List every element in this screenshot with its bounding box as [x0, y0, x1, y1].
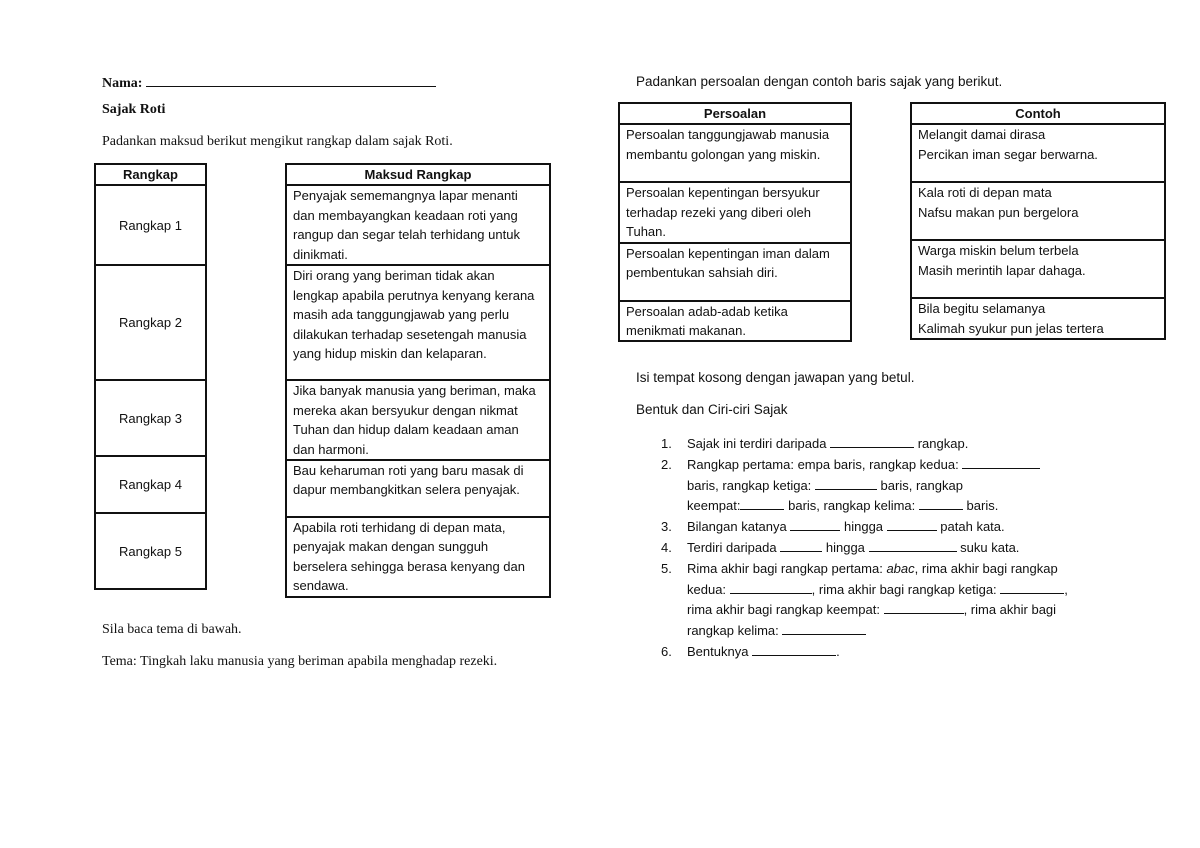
answer-blank[interactable]	[780, 538, 822, 552]
maksud-cell: Penyajak sememangnya lapar menanti dan membayangkan keadaan roti yang rangup dan segar telah terhidang untuk dinikmati.	[286, 185, 550, 265]
answer-blank[interactable]	[962, 455, 1040, 469]
question-text: rangkap kelima:	[687, 623, 779, 639]
rangkap-cell: Rangkap 3	[95, 380, 206, 456]
question-text: baris, rangkap kelima:	[788, 498, 916, 514]
question-text: rangkap.	[917, 436, 969, 451]
question-1	[636, 434, 1136, 455]
answer-blank[interactable]	[730, 580, 812, 594]
contoh-table	[910, 102, 1166, 340]
contoh-cell	[911, 298, 1165, 339]
persoalan-cell: Persoalan kepentingan bersyukur terhadap rezeki yang diberi oleh Tuhan.	[619, 182, 851, 242]
question-text: , rima akhir bagi rangkap ketiga:	[811, 581, 997, 597]
contoh-cell	[911, 182, 1165, 240]
name-field	[102, 72, 436, 92]
question-text: baris.	[966, 498, 999, 514]
contoh-header: Contoh	[911, 103, 1165, 124]
tema-text: Tema: Tingkah laku manusia yang beriman apabila menghadap rezeki.	[102, 654, 498, 669]
page-title: Sajak Roti	[102, 102, 166, 117]
contoh-line: Masih merintih lapar dahaga.	[918, 262, 1086, 278]
answer-blank[interactable]	[790, 517, 840, 531]
isi-instruction: Isi tempat kosong dengan jawapan yang betul.	[636, 370, 915, 385]
question-text: Bentuknya	[687, 643, 749, 659]
question-text: Rima akhir bagi rangkap pertama:	[687, 560, 883, 576]
persoalan-cell: Persoalan tanggungjawab manusia membantu golongan yang miskin.	[619, 124, 851, 182]
contoh-line: Bila begitu selamanya	[918, 301, 1046, 317]
rangkap-instruction: Padankan maksud berikut mengikut rangkap dalam sajak Roti.	[102, 134, 453, 149]
answer-blank[interactable]	[815, 476, 877, 490]
answer-blank[interactable]	[887, 517, 937, 531]
question-text: rima akhir bagi rangkap keempat:	[687, 602, 880, 618]
question-4	[636, 538, 1136, 559]
answer-blank[interactable]	[884, 600, 964, 614]
maksud-table	[285, 163, 551, 598]
question-text: Terdiri daripada	[687, 539, 777, 555]
rangkap-cell: Rangkap 5	[95, 513, 206, 589]
persoalan-cell: Persoalan kepentingan iman dalam pembentukan sahsiah diri.	[619, 243, 851, 301]
contoh-line: Nafsu makan pun bergelora	[918, 204, 1079, 220]
question-text: patah kata.	[940, 519, 1005, 535]
persoalan-table	[618, 102, 852, 342]
question-5	[636, 559, 1136, 642]
rangkap-header: Rangkap	[95, 164, 206, 185]
answer-blank[interactable]	[740, 496, 784, 510]
contoh-line: Kala roti di depan mata	[918, 185, 1052, 201]
question-number: 5.	[661, 560, 672, 576]
answer-blank[interactable]	[1000, 580, 1064, 594]
question-text: baris, rangkap ketiga:	[687, 477, 812, 493]
isi-subtitle: Bentuk dan Ciri-ciri Sajak	[636, 402, 788, 417]
tema-instruction: Sila baca tema di bawah.	[102, 622, 242, 637]
maksud-cell: Jika banyak manusia yang beriman, maka mereka akan bersyukur dengan nikmat Tuhan dan hidup dalam keadaan aman dan harmoni.	[286, 380, 550, 460]
question-text: , rima akhir bagi rangkap	[914, 560, 1058, 576]
question-text: keempat:	[687, 498, 741, 514]
contoh-line: Percikan iman segar berwarna.	[918, 146, 1098, 162]
question-3	[636, 517, 1136, 538]
answer-blank[interactable]	[919, 496, 963, 510]
maksud-cell: Apabila roti terhidang di depan mata, penyajak makan dengan sungguh berselera sehingga berasa kenyang dan sendawa.	[286, 517, 550, 597]
question-text: , rima akhir bagi	[963, 602, 1057, 618]
answer-blank[interactable]	[752, 642, 836, 656]
question-number: 4.	[661, 539, 672, 555]
question-text: Sajak ini terdiri daripada	[687, 436, 827, 451]
question-number: 2.	[661, 456, 672, 472]
rhyme-example: abac	[886, 560, 915, 576]
persoalan-cell: Persoalan adab-adab ketika menikmati makanan.	[619, 301, 851, 342]
question-2	[636, 455, 1136, 517]
contoh-line: Warga miskin belum terbela	[918, 243, 1079, 259]
contoh-line: Kalimah syukur pun jelas tertera	[918, 320, 1104, 336]
answer-blank[interactable]	[782, 621, 866, 635]
question-text: ,	[1064, 581, 1068, 597]
question-text: hingga	[825, 539, 865, 555]
persoalan-header: Persoalan	[619, 103, 851, 124]
maksud-cell: Bau keharuman roti yang baru masak di dapur membangkitkan selera penyajak.	[286, 460, 550, 517]
contoh-cell	[911, 124, 1165, 182]
answer-blank[interactable]	[830, 434, 914, 448]
maksud-header: Maksud Rangkap	[286, 164, 550, 185]
question-text: suku kata.	[960, 539, 1020, 555]
answer-blank[interactable]	[869, 538, 957, 552]
contoh-line: Melangit damai dirasa	[918, 127, 1046, 143]
question-text: kedua:	[687, 581, 727, 597]
maksud-cell: Diri orang yang beriman tidak akan lengkap apabila perutnya kenyang kerana masih ada tanggungjawab yang perlu dilakukan terhadap sesetengah manusia yang hidup miskin dan kelaparan.	[286, 265, 550, 380]
question-6	[636, 642, 1136, 663]
question-text: hingga	[844, 519, 884, 535]
rangkap-cell: Rangkap 2	[95, 265, 206, 380]
question-text: Bilangan katanya	[687, 519, 787, 535]
question-number: 1.	[661, 436, 672, 451]
question-list	[636, 434, 1136, 663]
question-text: .	[836, 643, 840, 659]
persoalan-instruction: Padankan persoalan dengan contoh baris sajak yang berikut.	[636, 74, 1003, 89]
name-label: Nama:	[102, 76, 143, 91]
rangkap-cell: Rangkap 4	[95, 456, 206, 513]
question-number: 3.	[661, 519, 672, 535]
rangkap-table	[94, 163, 207, 590]
contoh-cell	[911, 240, 1165, 298]
question-text: baris, rangkap	[880, 477, 963, 493]
question-text: Rangkap pertama: empa baris, rangkap kedua:	[687, 456, 959, 472]
question-number: 6.	[661, 643, 672, 659]
name-blank[interactable]	[146, 72, 436, 87]
rangkap-cell: Rangkap 1	[95, 185, 206, 265]
